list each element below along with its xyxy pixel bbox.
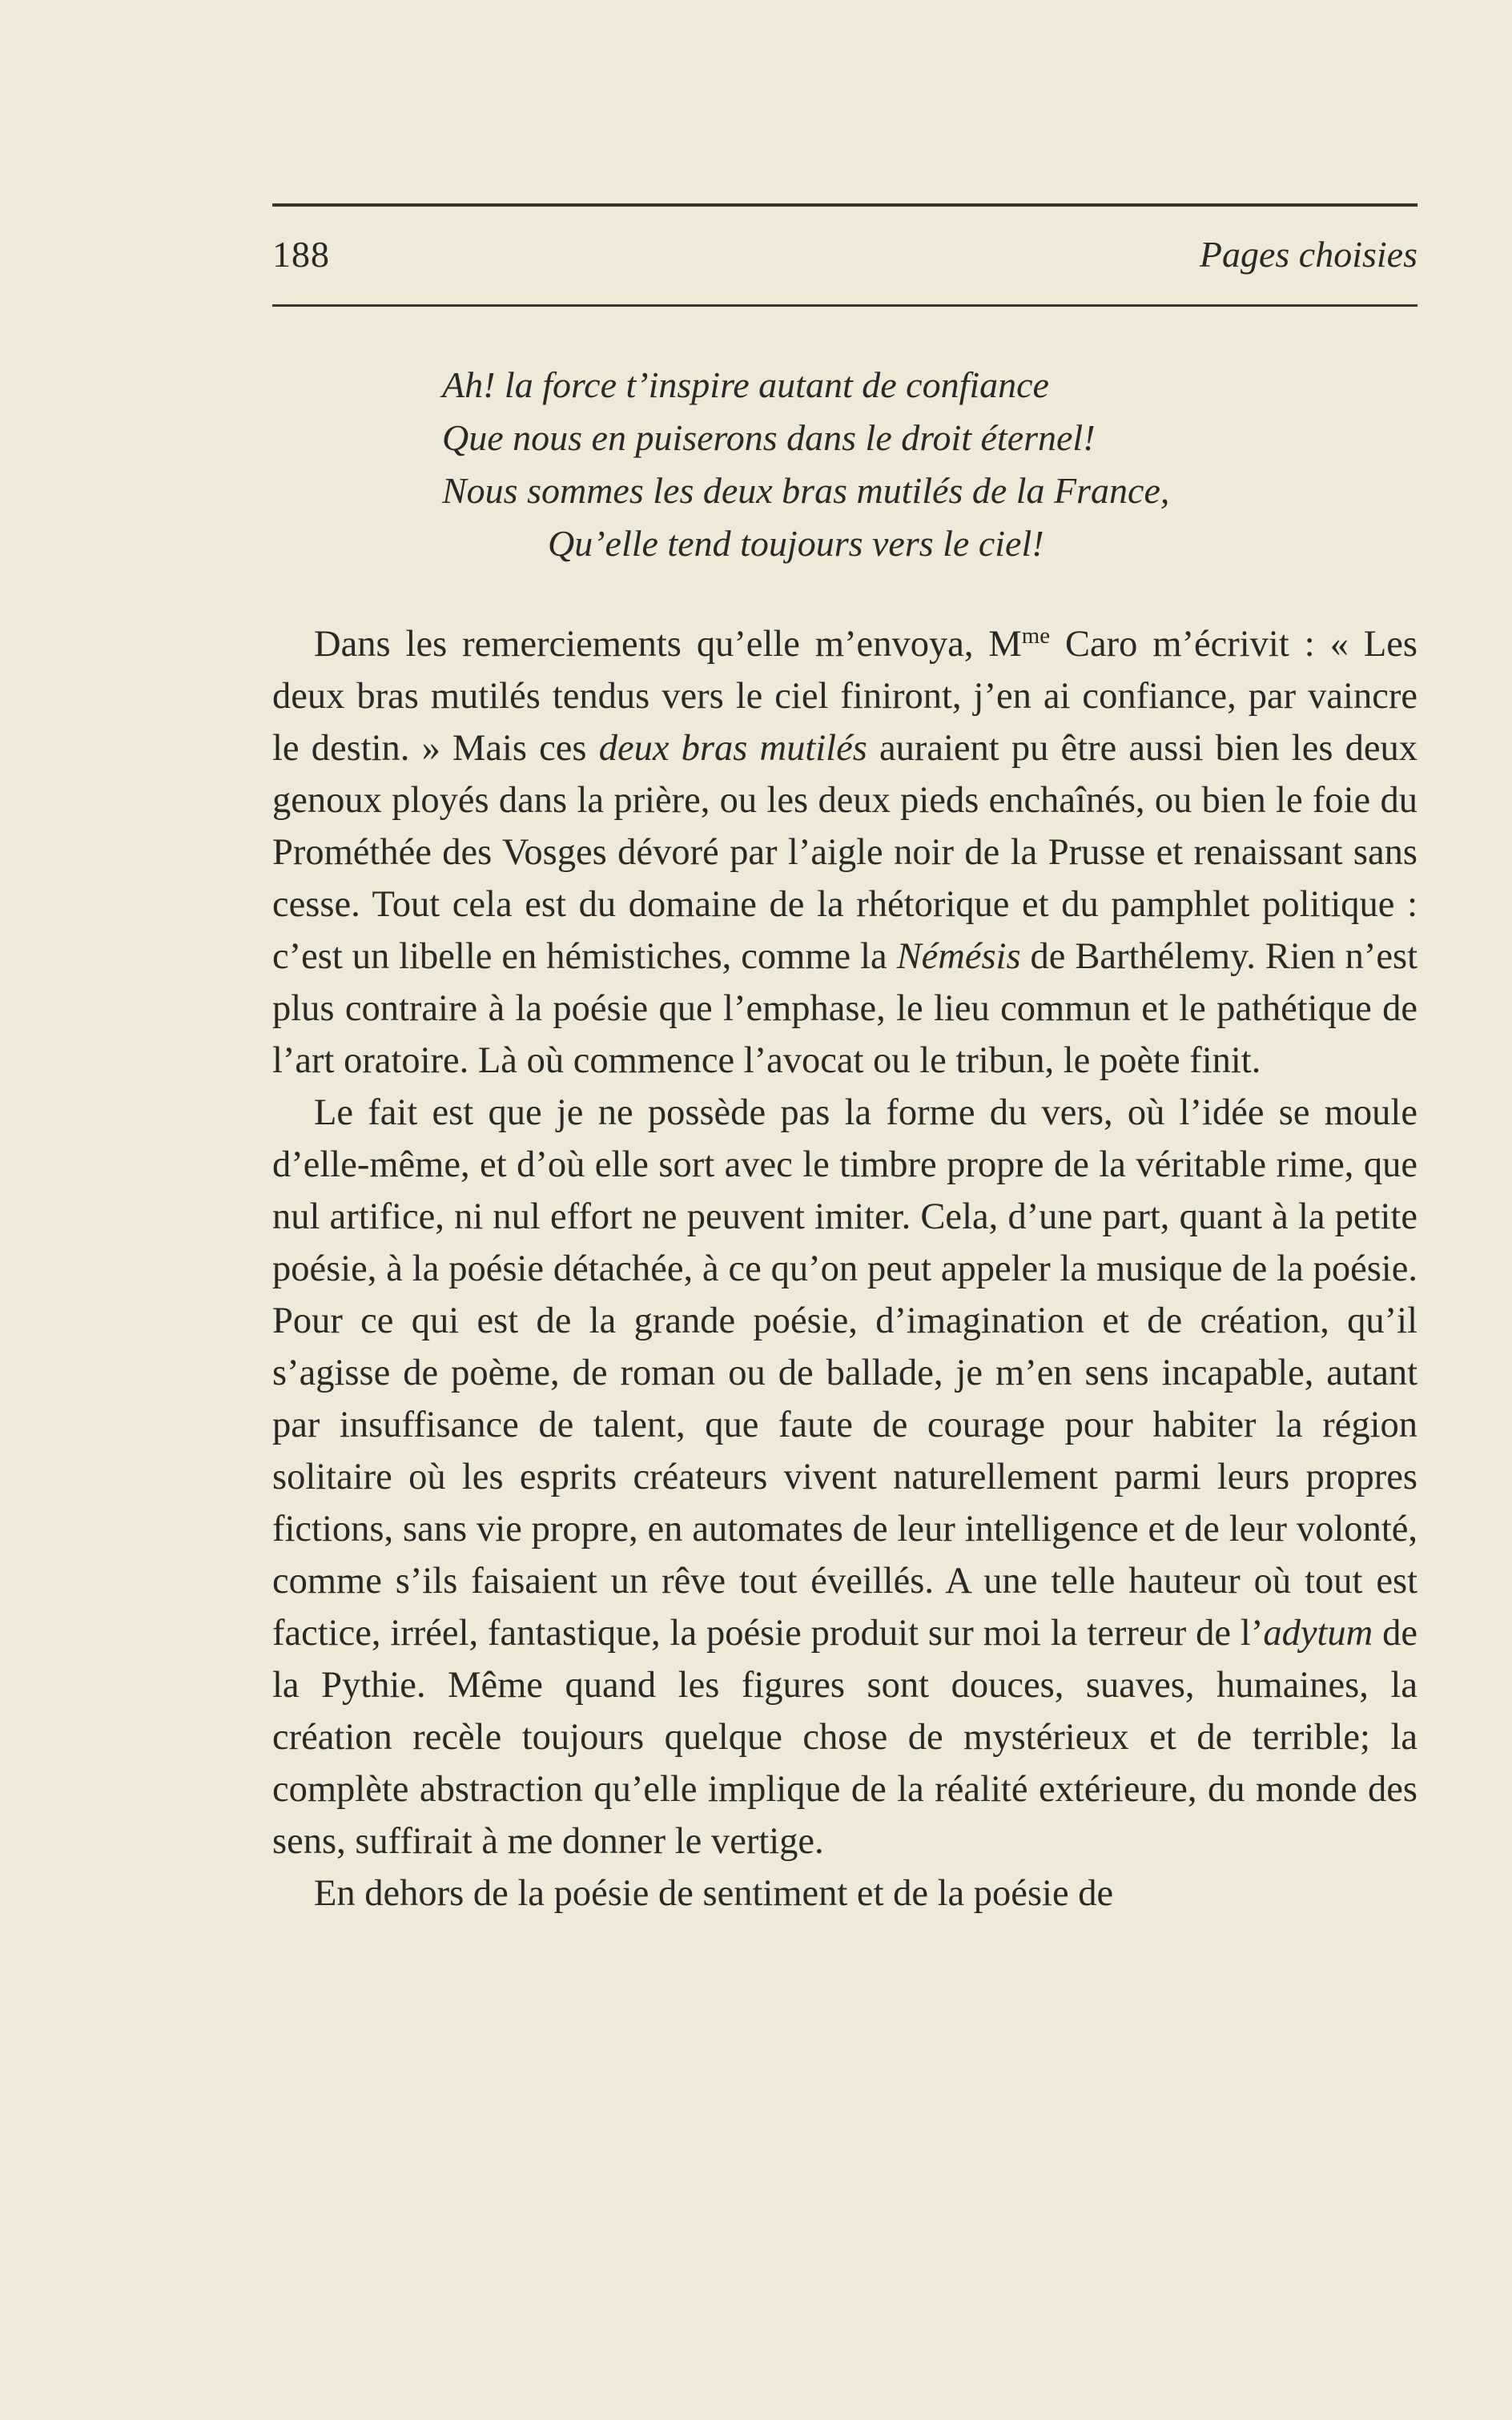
text-run: Le fait est que je ne possède pas la forme du vers, où l’idée se moule d’elle-même, et d’où elle sort avec le timbre propre de la véritable rime, que nul artifice, ni nul effort ne peuvent imiter. Cela, d’une part, quant à la petite poésie, à la poésie détachée, à ce qu’on peut appeler la musique de la poésie. Pour ce qui est de la grande poésie, d’imagination et de création, qu’il s’agisse de poème, de roman ou de ballade, je m’en sens incapable, autant par insuffisance de talent, que faute de courage pour habiter la région solitaire où les esprits créateurs vivent naturellement parmi leurs propres fictions, sans vie propre, en automates de leur intelligence et de leur volonté, comme s’ils faisaient un rêve tout éveillés. A une telle hauteur où tout est factice, irréel, fantastique, la poésie produit sur moi la terreur de l’	[272, 1092, 1418, 1654]
verse-line: Qu’elle tend toujours vers le ciel!	[548, 523, 1044, 564]
text-run: auraient pu être aussi bien les deux genoux ployés dans la prière, ou les deux pieds enchaînés, ou bien le foie du Prométhée des Vosges dévoré par l’aigle noir de la Prusse et renaissant sans cesse. Tout cela est du domaine de la rhétorique et du pamphlet politique : c’est un libelle en hémistiches, comme la	[272, 728, 1418, 977]
emphasis: Némésis	[896, 936, 1021, 977]
paragraph	[272, 1867, 1418, 1920]
paragraph	[272, 618, 1418, 1087]
emphasis: deux bras mutilés	[598, 728, 867, 769]
header-rule-top	[272, 203, 1418, 207]
body-text	[272, 618, 1418, 1920]
verse-line: Nous sommes les deux bras mutilés de la France,	[442, 470, 1170, 511]
text-run: de Barthélemy. Rien n’est plus contraire à la poésie que l’emphase, le lieu commun et le pathétique de l’art oratoire. Là où commence l’avocat ou le tribun, le poète finit.	[272, 936, 1418, 1081]
verse-line: Ah! la force t’inspire autant de confiance	[442, 364, 1049, 405]
superscript: me	[1021, 623, 1050, 649]
running-title: Pages choisies	[1199, 234, 1418, 275]
running-head	[272, 231, 1418, 279]
verse-line: Que nous en puiserons dans le droit éternel!	[442, 417, 1096, 458]
page-number: 188	[272, 234, 330, 275]
text-run: Dans les remerciements qu’elle m’envoya, M	[314, 624, 1022, 665]
paragraph	[272, 1087, 1418, 1867]
emphasis: adytum	[1263, 1613, 1373, 1654]
text-run: En dehors de la poésie de sentiment et de la poésie de	[314, 1873, 1114, 1914]
header-rule-bottom	[272, 304, 1418, 307]
text-run: Caro m’écrivit : « Les deux bras mutilés tendus vers le ciel finiront, j’en ai confiance, par vaincre le destin. » Mais ces	[272, 624, 1418, 769]
text-run: de la Pythie. Même quand les figures sont douces, suaves, humaines, la création recèle toujours quelque chose de mystérieux et de terrible; la complète abstraction qu’elle implique de la réalité extérieure, du monde des sens, suffirait à me donner le vertige.	[272, 1613, 1418, 1862]
